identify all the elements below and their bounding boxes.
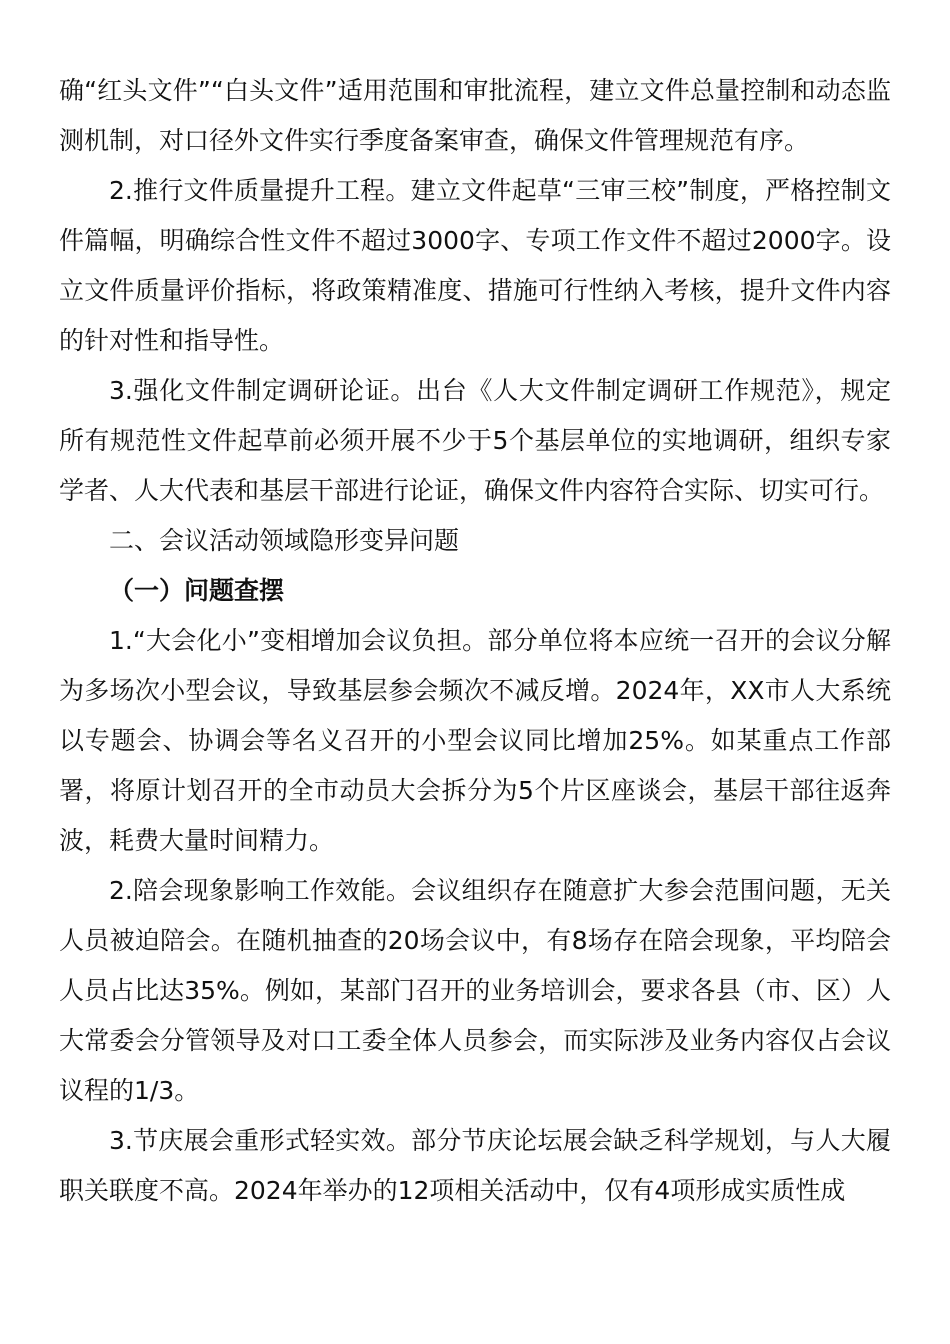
paragraph-festival-events: 3.节庆展会重形式轻实效。部分节庆论坛展会缺乏科学规划，与人大履职关联度不高。2024年举办的12项相关活动中，仅有4项形成实质性成: [59, 1126, 891, 1205]
paragraph-accompanying-meetings: 2.陪会现象影响工作效能。会议组织存在随意扩大参会范围问题，无关人员被迫陪会。在随机抽查的20场会议中，有8场存在陪会现象，平均陪会人员占比达35%。例如，某部门召开的业务培训会，要求各县（市、区）人大常委会分管领导及对口工委全体人员参会，而实际涉及业务内容仅占会议议程的1/3。: [59, 876, 891, 1105]
paragraph-meeting-split: 1.“大会化小”变相增加会议负担。部分单位将本应统一召开的会议分解为多场次小型会议，导致基层参会频次不减反增。2024年，XX市人大系统以专题会、协调会等名义召开的小型会议同比增加25%。如某重点工作部署，将原计划召开的全市动员大会拆分为5个片区座谈会，基层干部往返奔波，耗费大量时间精力。: [59, 626, 891, 855]
paragraph-continued-file-management: 确“红头文件”“白头文件”适用范围和审批流程，建立文件总量控制和动态监测机制，对口径外文件实行季度备案审查，确保文件管理规范有序。: [59, 76, 891, 155]
subheading-problem-check: （一）问题查摆: [109, 576, 285, 605]
section-heading-meetings: 二、会议活动领域隐形变异问题: [109, 526, 460, 555]
paragraph-file-quality: 2.推行文件质量提升工程。建立文件起草“三审三校”制度，严格控制文件篇幅，明确综合性文件不超过3000字、专项工作文件不超过2000字。设立文件质量评价指标，将政策精准度、措施可行性纳入考核，提升文件内容的针对性和指导性。: [59, 176, 891, 355]
document-body: [59, 66, 891, 1216]
paragraph-file-research: 3.强化文件制定调研论证。出台《人大文件制定调研工作规范》，规定所有规范性文件起草前必须开展不少于5个基层单位的实地调研，组织专家学者、人大代表和基层干部进行论证，确保文件内容符合实际、切实可行。: [59, 376, 891, 505]
